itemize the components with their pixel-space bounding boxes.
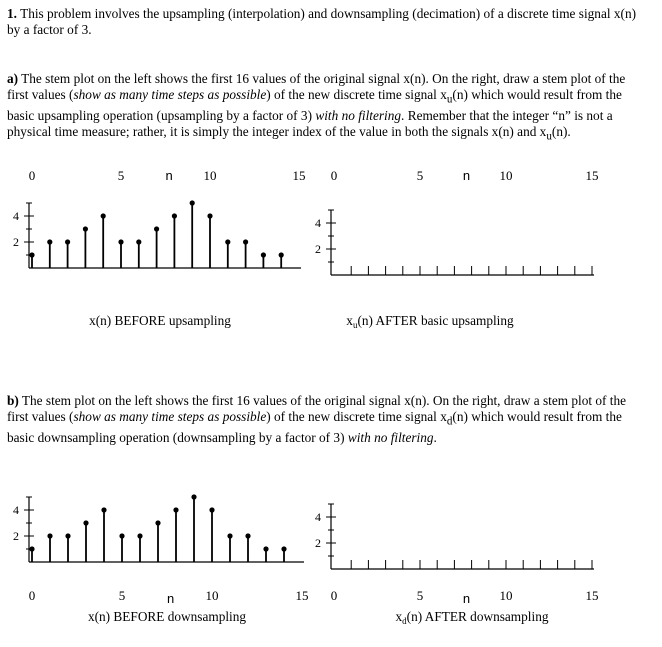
x-axis-label: n [166,591,175,606]
x-tick-label-15: 15 [292,168,306,183]
part-a-label: a) [7,71,19,86]
part-a-text [7,71,647,144]
x-before-downsampling-stem-plot [13,494,309,606]
y-tick-label-4: 4 [13,503,19,517]
stem-marker [263,546,268,551]
x-tick-label-10: 10 [205,588,219,603]
stem-marker [245,533,250,538]
x-tick-label-10: 10 [499,588,513,603]
x-axis-label: n [462,591,471,606]
part-b-emphasis-1: show as many time steps as possible [73,409,267,424]
part-b-text-3: (n) which would result from the basic downsampling operation (downsampling by a factor of 3) [7,409,622,445]
right-plot-caption: $x_d(n)$ AFTER downsampling [395,609,549,626]
y-tick-label-2: 2 [13,235,19,249]
stem-marker [65,239,70,244]
stem-marker [173,507,178,512]
x-tick-label-15: 15 [585,168,599,183]
part-a-text-5: (n). [551,123,571,139]
stem-marker [243,239,248,244]
y-tick-label-4: 4 [315,216,321,230]
problem-intro [7,6,647,38]
stem-marker [101,213,106,218]
stem-marker [172,213,177,218]
stem-marker [281,546,286,551]
x-tick-label-0: 0 [28,168,36,183]
x-tick-label-10: 10 [499,168,513,183]
left-plot-caption: x(n) BEFORE downsampling [87,609,247,624]
y-tick-label-2: 2 [315,536,321,550]
part-b-emphasis-2: with no filtering [347,429,434,445]
x-tick-label-15: 15 [295,588,309,603]
stem-marker [136,239,141,244]
y-tick-label-4: 4 [13,209,19,223]
part-b-subscript-1: d [446,415,453,428]
x-tick-label-0: 0 [28,588,36,603]
left-plot-caption: x(n) BEFORE upsampling [89,313,231,328]
right-plot-caption: $x_u(n)$ AFTER basic upsampling [346,313,514,330]
part-b-text-4: . [433,429,437,445]
x-tick-label-5: 5 [118,588,126,603]
part-b-text [7,393,647,446]
y-tick-label-2: 2 [13,529,19,543]
x-tick-label-0: 0 [330,588,338,603]
stem-marker [154,226,159,231]
y-tick-label-2: 2 [315,242,321,256]
x-tick-label-5: 5 [416,168,424,183]
stem-marker [47,533,52,538]
problem-number: 1. [7,6,17,21]
stem-marker [119,533,124,538]
stem-marker [83,226,88,231]
x-tick-label-5: 5 [117,168,125,183]
part-a-text-4: . Remember that the integer “n” is not a physical time measure; rather, it is simply the integer index of the value in both the signals x(n) and x [7,107,613,139]
x-axis-label: n [165,168,173,183]
y-tick-label-4: 4 [315,510,321,524]
stem-marker [190,200,195,205]
stem-marker [155,520,160,525]
x-before-upsampling-stem-plot [13,168,306,268]
stem-marker [137,533,142,538]
stem-marker [279,252,284,257]
stem-marker [118,239,123,244]
x-tick-label-5: 5 [416,588,424,603]
xu-after-upsampling-blank-plot[interactable] [315,168,599,275]
stem-marker [225,239,230,244]
part-b-text-1: The stem plot on the left shows the first 16 values of the original signal x(n). On the right, draw a stem plot of the first values ( [7,393,627,424]
part-b-text-2: ) of the new discrete time signal x [266,409,447,424]
part-a-emphasis-2: with no filtering [315,107,402,123]
part-a-emphasis-1: show as many time steps as possible [73,87,267,102]
part-a-plots [0,168,662,330]
stem-marker [29,546,34,551]
stem-marker [207,213,212,218]
part-b-plots [0,474,662,624]
x-axis-label: n [462,168,471,183]
stem-marker [83,520,88,525]
part-a-text-2: ) of the new discrete time signal x [266,87,447,102]
stem-marker [209,507,214,512]
stem-marker [101,507,106,512]
part-b-label: b) [7,393,19,408]
stem-marker [47,239,52,244]
stem-marker [261,252,266,257]
part-a-text-3: (n) which would result from the basic upsampling operation (upsampling by a factor of 3) [7,87,622,123]
part-a-text-1: The stem plot on the left shows the first 16 values of the original signal x(n). On the right, draw a stem plot of the first values ( [7,71,626,102]
xd-after-downsampling-blank-plot[interactable] [315,504,599,606]
part-a-subscript-2: u [546,130,552,143]
x-tick-label-15: 15 [585,588,599,603]
x-tick-label-0: 0 [330,168,338,183]
x-tick-label-10: 10 [203,168,217,183]
stem-marker [191,494,196,499]
stem-marker [227,533,232,538]
part-a-subscript-1: u [446,93,453,106]
stem-marker [29,252,34,257]
stem-marker [65,533,70,538]
problem-intro-text: This problem involves the upsampling (interpolation) and downsampling (decimation) of a discrete time signal x(n) by a factor of 3. [7,6,637,37]
